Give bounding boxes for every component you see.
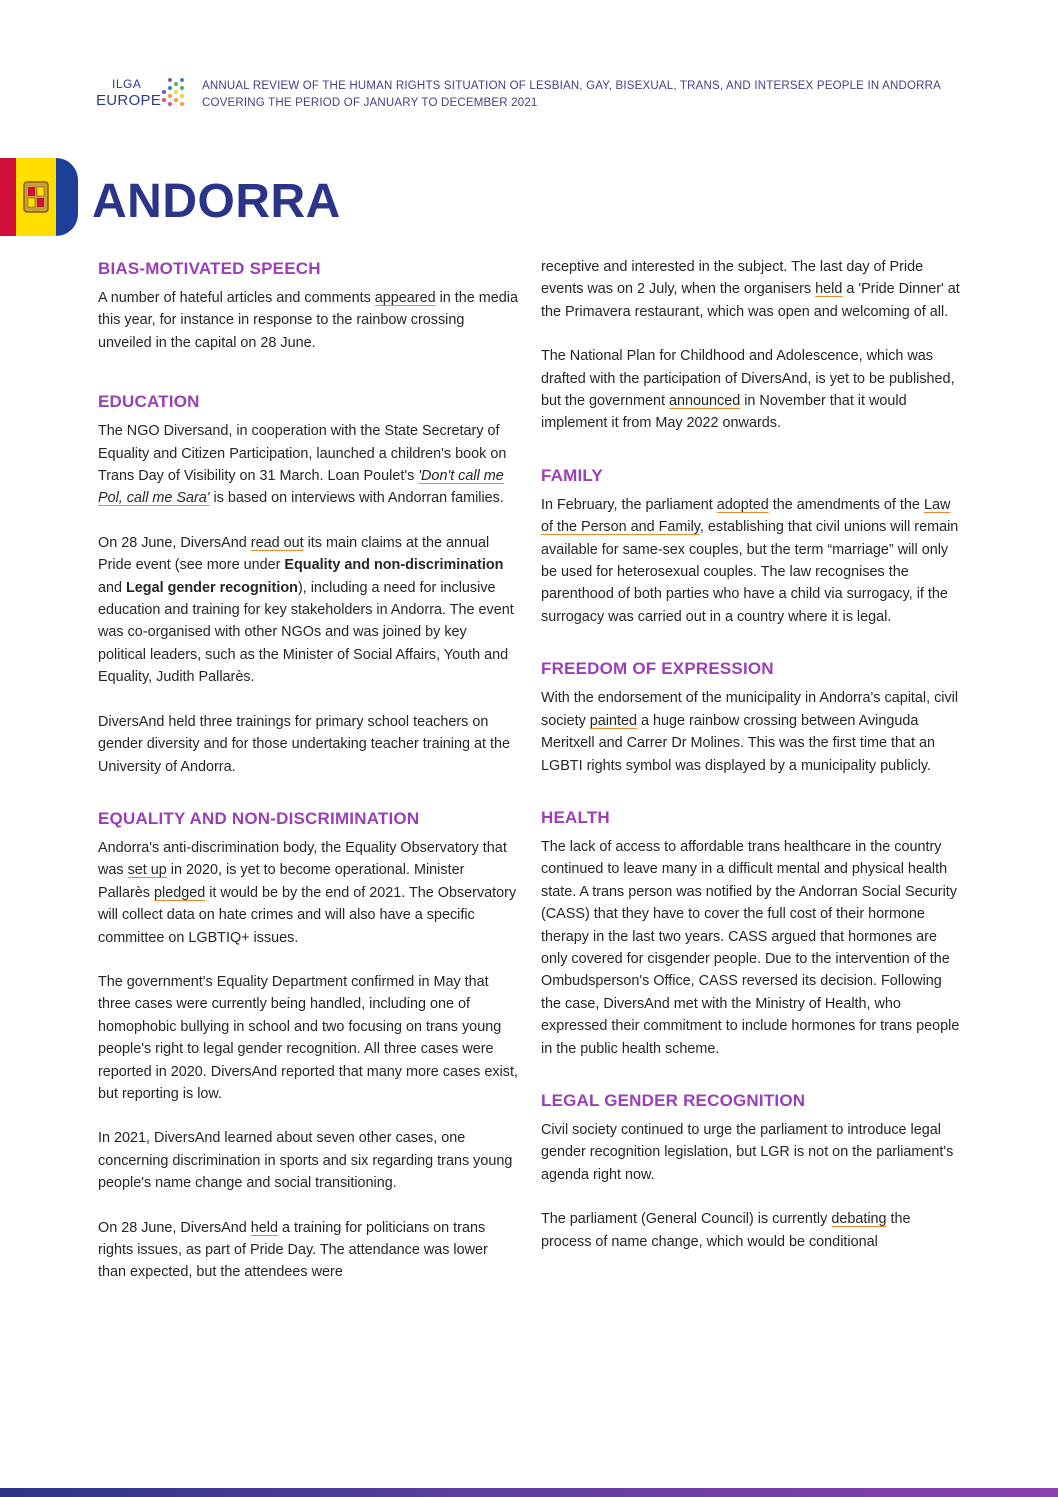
education-paragraph-2: On 28 June, DiversAnd read out its main claims at the annual Pride event (see more under Equality and non-discrimination and Legal gender recognition), including a need for inclusive education and training for key stakeholders in Andorra. The event was co-organised with other NGOs and was joined by key political leaders, such as the Minister of Social Affairs, Youth and Equality, Judith Pallarès.	[98, 534, 514, 686]
footer-gradient-bar	[0, 1488, 1058, 1497]
logo-ilga-text: ILGA	[112, 77, 142, 91]
left-column	[98, 256, 518, 1284]
country-title: ANDORRA	[92, 175, 341, 228]
report-header-line-1: ANNUAL REVIEW OF THE HUMAN RIGHTS SITUATION OF LESBIAN, GAY, BISEXUAL, TRANS, AND INTERSEX PEOPLE IN ANDORRA	[202, 80, 942, 92]
heading-family: FAMILY	[541, 465, 603, 485]
report-header-line-2: COVERING THE PERIOD OF JANUARY TO DECEMBER 2021	[202, 97, 538, 109]
family-paragraph-1: In February, the parliament adopted the amendments of the Law of the Person and Family, establishing that civil unions will remain available for same-sex couples, but the term “marriage” will only be used for heterosexual couples. The law recognises the parenthood of both parties who have a child via surrogacy, if the surrogacy was carried out in a country where it is legal.	[541, 496, 959, 625]
logo-dots-icon	[158, 78, 188, 110]
andorra-flag-icon	[0, 158, 78, 236]
link-held-training[interactable]: held	[250, 1219, 278, 1236]
link-read-out[interactable]: read out	[250, 534, 304, 551]
heading-education: EDUCATION	[98, 392, 200, 412]
link-law-person-family[interactable]: Law of the Person and Family	[541, 496, 951, 536]
lgr-paragraph-2: The parliament (General Council) is currently debating the process of name change, which would be conditional	[541, 1211, 911, 1250]
report-header	[202, 78, 941, 112]
health-paragraph-1: The lack of access to affordable trans healthcare in the country continued to leave many in a difficult mental and physical health state. A trans person was notified by the Andorran Social Security (CASS) that they have to cover the full cost of their hormone therapy in the last two years. CASS argued that hormones are only covered for cisgender people. Due to the intervention of the Ombudsperson's Office, CASS reversed its decision. Following the case, DiversAnd met with the Ministry of Health, who expressed their commitment to include hormones for trans people in the public health scheme.	[541, 838, 960, 1057]
link-book-title[interactable]: 'Don't call me Pol, call me Sara'	[98, 468, 504, 507]
link-debating[interactable]: debating	[831, 1211, 887, 1228]
link-set-up[interactable]: set up	[127, 862, 167, 879]
continued-paragraph-2: The National Plan for Childhood and Adolescence, which was drafted with the participation of DiversAnd, is yet to be published, but the government announced in November that it would implement it from May 2022 onwards.	[541, 348, 955, 432]
logo-europe-text: EUROPE	[96, 92, 162, 109]
continued-paragraph-1: receptive and interested in the subject. The last day of Pride events was on 2 July, when the organisers held a 'Pride Dinner' at the Primavera restaurant, which was open and welcoming of all.	[541, 259, 960, 320]
heading-freedom-of-expression: FREEDOM OF EXPRESSION	[541, 659, 774, 679]
equality-paragraph-2: The government's Equality Department confirmed in May that three cases were currently being handled, including one of homophobic bullying in school and two focusing on trans young people's right to legal gender recognition. All three cases were reported in 2020. DiversAnd reported that many more cases exist, but reporting is low.	[98, 973, 518, 1102]
heading-health: HEALTH	[541, 807, 610, 827]
right-column	[541, 256, 961, 1253]
link-appeared[interactable]: appeared	[374, 290, 436, 306]
lgr-paragraph-1: Civil society continued to urge the parliament to introduce legal gender recognition legislation, but LGR is not on the parliament's agenda right now.	[541, 1121, 954, 1183]
ref-legal-gender-recognition: Legal gender recognition	[126, 579, 298, 596]
education-paragraph-1: The NGO Diversand, in cooperation with the State Secretary of Equality and Citizen Participation, launched a children's book on Trans Day of Visibility on 31 March. Loan Poulet's 'Don't call me Pol, call me Sara' is based on interviews with Andorran families.	[98, 423, 507, 507]
ref-equality: Equality and non-discrimination	[284, 557, 504, 574]
equality-paragraph-3: In 2021, DiversAnd learned about seven other cases, one concerning discrimination in sports and six regarding trans young people's name change and social transitioning.	[98, 1130, 513, 1192]
heading-equality: EQUALITY AND NON-DISCRIMINATION	[98, 808, 420, 828]
bias-paragraph-1: A number of hateful articles and comments appeared in the media this year, for instance in response to the rainbow crossing unveiled in the capital on 28 June.	[98, 290, 518, 351]
education-paragraph-3: DiversAnd held three trainings for primary school teachers on gender diversity and for those undertaking teacher training at the University of Andorra.	[98, 713, 510, 775]
equality-paragraph-1: Andorra's anti-discrimination body, the Equality Observatory that was set up in 2020, is yet to become operational. Minister Pallarès pledged it would be by the end of 2021. The Observatory will collect data on hate crimes and will also have a specific committee on LGBTIQ+ issues.	[98, 839, 517, 946]
link-adopted[interactable]: adopted	[716, 496, 769, 513]
link-announced[interactable]: announced	[669, 393, 741, 410]
ilga-europe-logo	[96, 76, 196, 116]
heading-legal-gender-recognition: LEGAL GENDER RECOGNITION	[541, 1090, 806, 1110]
heading-bias-motivated-speech: BIAS-MOTIVATED SPEECH	[98, 259, 321, 278]
link-painted[interactable]: painted	[589, 712, 638, 729]
expression-paragraph-1: With the endorsement of the municipality in Andorra's capital, civil society painted a huge rainbow crossing between Avinguda Meritxell and Carrer Dr Molines. This was the first time that an LGBTI rights symbol was displayed by a municipality publicly.	[541, 690, 959, 774]
link-pledged[interactable]: pledged	[154, 884, 206, 901]
equality-paragraph-4: On 28 June, DiversAnd held a training for politicians on trans rights issues, as part of Pride Day. The attendance was lower than expected, but the attendees were	[98, 1219, 488, 1281]
link-held-dinner[interactable]: held	[815, 281, 843, 298]
